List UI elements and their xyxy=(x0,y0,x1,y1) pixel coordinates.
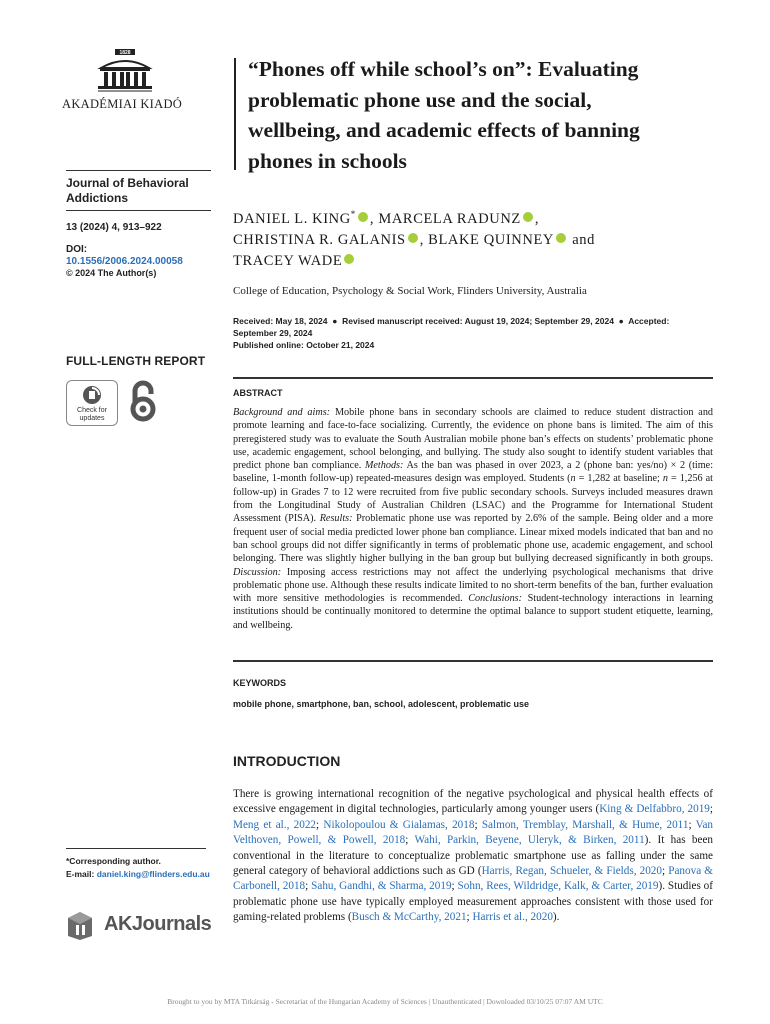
abstract-body xyxy=(233,406,713,632)
section-heading-introduction: INTRODUCTION xyxy=(233,753,341,769)
abstract-heading-methods: Methods: xyxy=(364,460,404,472)
corresponding-email xyxy=(66,869,210,879)
article-dates: Received: May 18, 2024 ● Revised manuscript received: August 19, 2024; September 29, 2024 ● Accepted: September 29, 2024 Published online: October 21, 2024 xyxy=(233,316,670,350)
publisher-logo xyxy=(66,48,184,96)
publisher-name: AKADÉMIAI KIADÓ xyxy=(62,97,183,111)
received-date: Received: May 18, 2024 xyxy=(233,316,328,326)
citation-link[interactable]: Harris et al., 2020 xyxy=(472,911,553,924)
abstract-heading-discussion: Discussion: xyxy=(233,566,282,578)
abstract-methods: = 1,282 at baseline; xyxy=(575,473,663,485)
author-name: TRACEY WADE xyxy=(233,252,343,269)
citation-separator: ; xyxy=(451,880,458,893)
author-separator: , xyxy=(419,231,429,248)
author-separator: , xyxy=(369,210,379,227)
citation-link[interactable]: King & Delfabbro, 2019 xyxy=(599,803,710,816)
citation-link[interactable]: Sohn, Rees, Wildridge, Kalk, & Carter, 2019 xyxy=(457,880,659,893)
author-name: DANIEL L. KING xyxy=(233,210,351,227)
orcid-icon[interactable] xyxy=(523,212,533,222)
divider xyxy=(66,210,211,211)
abstract-background: Mobile phone bans in secondary schools are claimed to reduce student distraction and promote learning and face-to-face socializing. Currently, the evidence on phone bans is limited. The aim of this preregistered study was to evaluate the South Australian mobile phone ban’s effects on students’ problematic phone use, academic engagement, school belonging, and bullying. The study also sought to identify student variables that predict phone ban compliance. xyxy=(233,407,714,472)
journal-volume: 13 (2024) 4, 913–922 xyxy=(66,222,162,233)
badge-line-2: updates xyxy=(79,415,105,422)
citation-link[interactable]: Wahi, Parkin, Beyene, Uleryk, & Birken, 2011 xyxy=(414,834,645,847)
citation-link[interactable]: Nikolopoulou & Gialamas, 2018 xyxy=(323,818,475,831)
abstract-methods: = 1,256 at follow-up) in Grades 7 to 12 were recruited from five public secondary schools. Surveys included measures drawn from the Longitudinal Study of Australian Children (LSAC) and the Programme for International Student Assessment (PISA). xyxy=(233,473,713,525)
abstract-n-symbol: n xyxy=(570,473,576,485)
revised-date: Revised manuscript received: August 19, 2024; September 29, 2024 xyxy=(342,316,614,326)
abstract-heading-background: Background and aims: xyxy=(233,407,331,418)
email-link[interactable]: daniel.king@flinders.edu.au xyxy=(96,869,210,879)
report-type: FULL-LENGTH REPORT xyxy=(66,354,206,368)
abstract-conclusions: Student-technology interactions in learning institutions should be continually monitored to determine the optimal balance to support student etiquette, learning, and wellbeing. xyxy=(233,593,713,631)
citation-separator: ; xyxy=(474,818,482,831)
author-name: BLAKE QUINNEY xyxy=(428,231,554,248)
citation-link[interactable]: Salmon, Tremblay, Marshall, & Hume, 2011 xyxy=(481,818,689,831)
abstract-discussion: Imposing access restrictions may not affect the underlying psychological mechanisms that drive problematic phone use. Although these results indicate limited to no short-term benefits of the ban, further evaluation with more sensitive methodologies is recommended. xyxy=(233,566,714,605)
open-access-icon xyxy=(128,380,158,429)
author-list xyxy=(233,204,713,272)
intro-text: ). Studies of problematic phone use have typically employed measurement approaches consistent with those used for gaming-related problems ( xyxy=(233,880,713,924)
download-footer: Brought to you by MTA Titkárság - Secretariat of the Hungarian Academy of Sciences | Unauthenticated | Downloaded 03/10/25 07:07 AM UTC xyxy=(167,997,603,1006)
email-label: E-mail: xyxy=(66,869,97,879)
orcid-icon[interactable] xyxy=(358,212,368,222)
corresponding-mark: * xyxy=(350,209,356,219)
abstract-n-symbol: n xyxy=(662,473,668,485)
akjournals-logo-icon xyxy=(66,908,100,945)
citation-link[interactable]: Sahu, Gandhi, & Sharma, 2019 xyxy=(311,880,452,893)
author-name: MARCELA RADUNZ xyxy=(378,210,521,227)
akjournals-logo-text: AKJournals xyxy=(104,913,212,935)
abstract-methods: As the ban was phased in over 2023, a 2 (phone ban: yes/no) × 2 (time: baseline, 1-month follow-up) repeated-measures design was employed. Students ( xyxy=(233,460,714,485)
check-updates-icon xyxy=(67,381,117,409)
citation-link[interactable]: Busch & McCarthy, 2021 xyxy=(351,911,467,924)
citation-separator: ; xyxy=(316,818,324,831)
badge-line-1: Check for xyxy=(77,407,107,414)
svg-text:1828: 1828 xyxy=(119,50,131,56)
divider xyxy=(66,848,206,849)
divider xyxy=(233,660,713,662)
intro-text: ). It has been conventional in the literature to conceptualize problematic smartphone use as falling under the same general category of behavioral addictions such as GD ( xyxy=(233,834,714,878)
check-for-updates-badge[interactable] xyxy=(66,380,118,426)
abstract-results: Problematic phone use was reported by 2.6% of the sample. Being older and a more frequent user of social media predicted lower phone ban compliance. Linear mixed models indicated that ban and no ban school groups did not differ significantly in terms of problematic phone use, academic engagement, and school belonging. There was slightly higher bullying in the ban group but bullying decreased significantly in both groups. xyxy=(233,513,713,565)
citation-separator: ; xyxy=(709,803,713,816)
intro-text: There is growing international recognition of the negative psychological and physical health effects of excessive engagement in digital technologies, particularly among younger users ( xyxy=(233,788,713,816)
building-icon xyxy=(95,48,155,96)
citation-link[interactable]: Harris, Regan, Schueler, & Fields, 2020 xyxy=(481,865,662,878)
keywords-label: KEYWORDS xyxy=(233,678,287,688)
doi-link[interactable]: 10.1556/2006.2024.00058 xyxy=(66,256,183,267)
title-accent-bar xyxy=(234,58,236,170)
citation-separator: ; xyxy=(688,818,696,831)
keywords-list: mobile phone, smartphone, ban, school, adolescent, problematic use xyxy=(233,699,530,709)
divider xyxy=(66,170,211,171)
journal-name: Journal of Behavioral Addictions xyxy=(66,176,189,205)
author-separator: , xyxy=(534,210,540,227)
citation-link[interactable]: Van Velthoven, Powell, & Powell, 2018 xyxy=(233,818,714,847)
orcid-icon[interactable] xyxy=(408,233,418,243)
copyright: © 2024 The Author(s) xyxy=(66,268,157,278)
orcid-icon[interactable] xyxy=(556,233,566,243)
intro-text: ). xyxy=(552,911,560,924)
affiliation: College of Education, Psychology & Social Work, Flinders University, Australia xyxy=(233,285,587,297)
abstract-heading-results: Results: xyxy=(319,513,353,525)
divider xyxy=(233,377,713,379)
abstract-heading-conclusions: Conclusions: xyxy=(468,593,523,605)
corresponding-author-label: *Corresponding author. xyxy=(66,856,161,866)
author-name: CHRISTINA R. GALANIS xyxy=(233,231,406,248)
citation-link[interactable]: Panova & Carbonell, 2018 xyxy=(233,865,713,893)
abstract-label: ABSTRACT xyxy=(233,388,283,398)
published-date: Published online: October 21, 2024 xyxy=(233,340,375,350)
citation-separator: ; xyxy=(662,865,669,878)
article-title: “Phones off while school’s on”: Evaluating problematic phone use and the social, wellbeing, and academic effects of banning phones in schools xyxy=(248,57,640,173)
accepted-date: Accepted: September 29, 2024 xyxy=(233,316,670,338)
citation-link[interactable]: Meng et al., 2022 xyxy=(233,818,317,831)
author-separator: and xyxy=(567,231,595,248)
citation-separator: ; xyxy=(405,834,415,847)
doi-label: DOI: xyxy=(66,244,88,255)
orcid-icon[interactable] xyxy=(344,254,354,264)
citation-separator: ; xyxy=(466,911,473,924)
introduction-paragraph xyxy=(233,787,713,926)
citation-separator: ; xyxy=(305,880,312,893)
